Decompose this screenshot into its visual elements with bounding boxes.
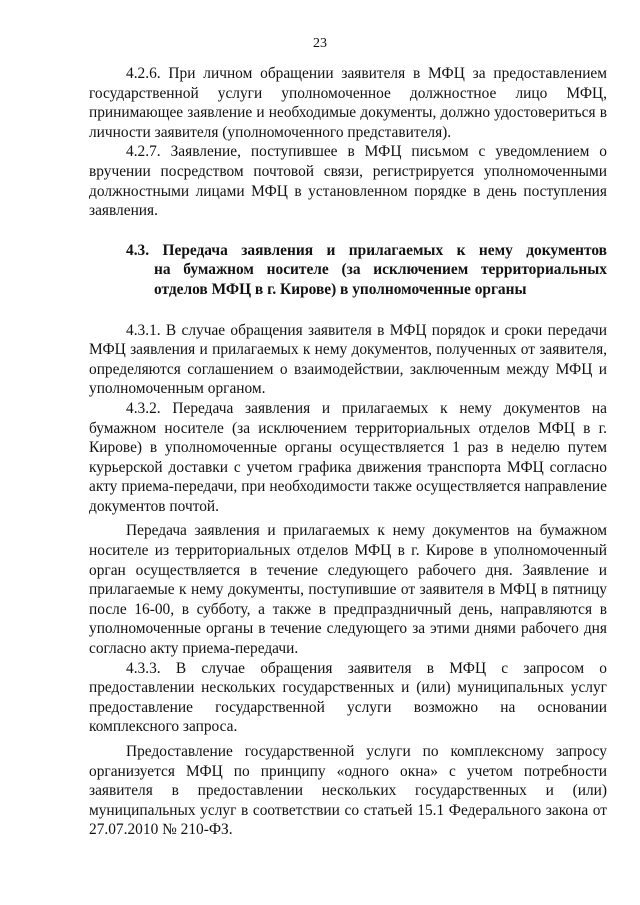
- section-heading-line: отделов МФЦ в г. Кирове) в уполномоченные органы: [154, 280, 527, 298]
- paragraph-4-3-1: 4.3.1. В случае обращения заявителя в МФЦ порядок и сроки передачи МФЦ заявления и прилагаемых к нему документов, полученных от заявителя, определяются соглашением о взаимодействии, заключенным между МФЦ и уполномоченным органом.: [89, 321, 607, 398]
- paragraph-4-3-3: 4.3.3. В случае обращения заявителя в МФЦ с запросом о предоставлении нескольких государственных и (или) муниципальных услуг предоставление государственной услуги возможно на основании комплексного запроса.: [89, 659, 607, 736]
- page-number: 23: [313, 36, 327, 51]
- paragraph-4-3-2: 4.3.2. Передача заявления и прилагаемых к нему документов на бумажном носителе (за исключением территориальных отделов МФЦ в г. Кирове) в уполномоченные органы осуществляется 1 раз в неделю путем курьерской доставки с учетом графика движения транспорта МФЦ согласно акту приема-передачи, при необходимости также осуществляется направление документов почтой.: [89, 399, 607, 515]
- section-heading-line: на бумажном носителе (за исключением территориальных: [154, 261, 607, 279]
- paragraph-4-2-7: 4.2.7. Заявление, поступившее в МФЦ письмом с уведомлением о вручении посредством почтовой связи, регистрируется уполномоченными должностными лицами МФЦ в установленном порядке в день поступления заявления.: [89, 143, 607, 220]
- paragraph-complex-request: Предоставление государственной услуги по комплексному запросу организуется МФЦ по принципу «одного окна» с учетом потребности заявителя в предоставлении нескольких государственных и (или) муниципальных услуг в соответствии со статьей 15.1 Федерального закона от 27.07.2010 № 210-ФЗ.: [89, 743, 607, 839]
- paragraph-4-2-6: 4.2.6. При личном обращении заявителя в МФЦ за предоставлением государственной услуги уполномоченное должностное лицо МФЦ, принимающее заявление и необходимые документы, должно удостовериться в личности заявителя (уполномоченного представителя).: [89, 65, 607, 141]
- section-heading-4-3: [89, 241, 607, 300]
- document-body: [89, 64, 607, 840]
- section-heading-line: 4.3. Передача заявления и прилагаемых к нему документов: [126, 241, 607, 259]
- paragraph-territorial-transfer: Передача заявления и прилагаемых к нему документов на бумажном носителе из территориальных отделов МФЦ в г. Кирове в уполномоченный орган осуществляется в течение следующего рабочего дня. Заявление и прилагаемые к нему документы, поступившие от заявителя в МФЦ в пятницу после 16-00, в субботу, а также в предпраздничный день, направляются в уполномоченные органы в течение следующего за этими днями рабочего дня согласно акту приема-передачи.: [89, 522, 607, 658]
